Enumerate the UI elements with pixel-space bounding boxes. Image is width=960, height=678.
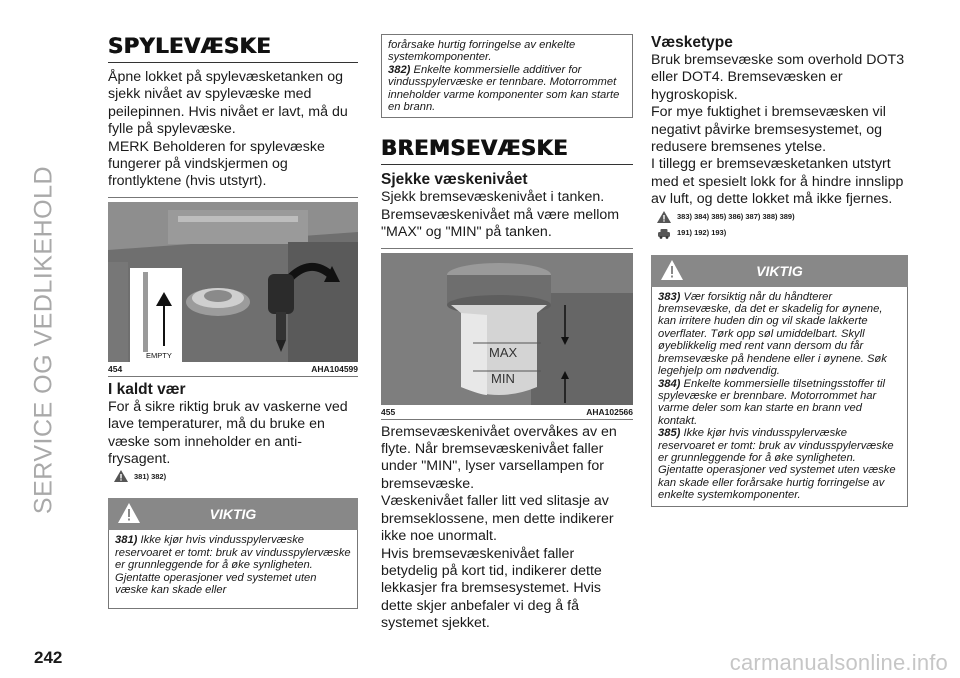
warning-references <box>114 470 358 482</box>
figure-454-washer-reservoir <box>108 202 358 362</box>
watermark: carmanualsonline.info <box>729 650 948 675</box>
warning-triangle-icon <box>114 470 128 482</box>
warning-references <box>657 211 908 223</box>
paragraph-note: MERK Beholderen for spylevæske fungerer på vindskjermen og frontlyktene (hvis utstyrt). <box>108 138 325 190</box>
figure-number: 455 <box>381 406 396 417</box>
figure-caption <box>108 364 358 374</box>
figure-code: AHA104599 <box>311 363 358 374</box>
paragraph: I tillegg er bremsevæsketanken utstyrt med et spesielt lokk for å hindre innslipp av luft, og dette lokket må ikke fjernes. <box>651 156 904 208</box>
section-side-title: SERVICE OG VEDLIKEHOLD <box>29 165 58 515</box>
empty-label: EMPTY <box>146 350 172 360</box>
warning-triangle-icon <box>661 260 683 280</box>
reference-numbers: 383) 384) 385) 386) 387) 388) 389) <box>677 212 795 222</box>
brake-reservoir-illustration <box>381 253 633 405</box>
warning-box-continued <box>381 34 633 118</box>
warning-text: Vær forsiktig når du håndterer bremsevæske, da det er skadelig for øynene, kan irritere huden din og vil skade lakkerte overflater. Tørk opp søl umiddelbart. Skyll øyeblikkelig med rent vann dersom du får bremsevæske på hendene eller i øynene. Søk legehjelp om nødvendig. <box>658 290 887 378</box>
reference-numbers: 191) 192) 193) <box>677 228 727 238</box>
warning-title: VIKTIG <box>756 262 803 279</box>
washer-reservoir-illustration <box>108 202 358 362</box>
warning-number: 384) <box>658 377 681 390</box>
paragraph: Bruk bremsevæske som overhold DOT3 eller DOT4. Bremsevæsken er hygroskopisk. <box>651 52 905 103</box>
heading-spylevaeske: SPYLEVÆSKE <box>108 34 272 58</box>
warning-text-continued: forårsake hurtig forringelse av enkelte systemkomponenter. <box>388 39 576 64</box>
caution-car-icon <box>657 227 671 239</box>
paragraph: For mye fuktighet i bremsevæsken vil negativt påvirke bremsesystemet, og redusere bremsenes ytelse. <box>651 104 886 156</box>
max-label: MAX <box>489 344 518 360</box>
heading-rule <box>108 62 358 63</box>
paragraph: Bremsevæskenivået overvåkes av en flyte. Når bremsevæskenivået faller under "MIN", lyser varsellampen for bremsevæske. <box>381 423 617 492</box>
figure-code: AHA102566 <box>586 406 633 417</box>
warning-triangle-icon <box>657 211 671 223</box>
subheading-fluid-type: Væsketype <box>651 34 733 51</box>
warning-number: 381) <box>115 534 138 547</box>
figure-caption <box>381 407 633 417</box>
paragraph: For å sikre riktig bruk av vaskerne ved lave temperaturer, må du bruke en væske som inneholder en anti-frysagent. <box>108 398 348 468</box>
column-1 <box>108 34 358 609</box>
warning-box <box>108 530 358 609</box>
warning-item <box>658 378 901 428</box>
page-number: 242 <box>34 648 63 667</box>
warning-header <box>651 255 908 287</box>
warning-text: Enkelte kommersielle tilsetningsstoffer til spylevæske er brennbare. Motorrommet har varme deler som kan starte en brann ved kontakt. <box>658 377 885 427</box>
warning-text: Enkelte kommersielle additiver for vindusspylervæske er tennbare. Motorrommet inneholder varme komponenter som kan starte en brann. <box>388 63 620 114</box>
column-3 <box>651 34 908 507</box>
warning-box <box>651 287 908 507</box>
heading-bremsevaeske: BREMSEVÆSKE <box>381 136 569 161</box>
column-2 <box>381 34 633 633</box>
warning-text: Ikke kjør hvis vindusspylervæske reservoaret er tomt: bruk av vindusspylervæske er grunnleggende for å øke synligheten. Gjentatte operasjoner ved systemet uten væske kan skade eller <box>115 534 351 597</box>
warning-number: 383) <box>658 290 681 303</box>
warning-item <box>658 291 901 378</box>
figure-number: 454 <box>108 363 123 374</box>
warning-triangle-icon <box>118 503 140 523</box>
subheading-check-level: Sjekke væskenivået <box>381 171 528 189</box>
paragraph: Hvis bremsevæskenivået faller betydelig på kort tid, indikerer dette lekkasjer fra bremsesystemet. Hvis dette skjer anbefaler vi deg å få systemet sjekket. <box>381 545 602 632</box>
warning-number: 385) <box>658 427 681 440</box>
paragraph: Åpne lokket på spylevæsketanken og sjekk nivået av spylevæske med peilepinnen. Hvis nivået er lavt, må du fylle på spylevæske. <box>108 69 348 138</box>
caption-rule <box>108 376 358 377</box>
figure-rule <box>108 197 358 198</box>
warning-header <box>108 498 358 530</box>
subheading-cold-weather: I kaldt vær <box>108 380 186 398</box>
reference-numbers: 381) 382) <box>134 471 167 481</box>
warning-text: Ikke kjør hvis vindusspylervæske reservoaret er tomt: bruk av vindusspylervæske er grunnleggende for å øke synligheten. Gjentatte operasjoner ved systemet uten væske kan skade eller forårsake hurtig forringelse av enkelte systemkomponenter. <box>658 427 896 502</box>
warning-number: 382) <box>388 63 411 76</box>
figure-455-brake-reservoir <box>381 253 633 405</box>
figure-rule <box>381 248 633 249</box>
paragraph: Sjekk bremsevæskenivået i tanken. Bremsevæskenivået må være mellom "MAX" og "MIN" på tanken. <box>381 189 620 241</box>
heading-rule <box>381 164 633 165</box>
caption-rule <box>381 419 633 420</box>
caution-references <box>657 227 908 239</box>
min-label: MIN <box>491 370 515 386</box>
paragraph: Væskenivået faller litt ved slitasje av bremseklossene, men dette indikerer ikke noe unormalt. <box>381 493 614 545</box>
warning-item <box>658 427 901 501</box>
warning-title: VIKTIG <box>209 506 257 523</box>
